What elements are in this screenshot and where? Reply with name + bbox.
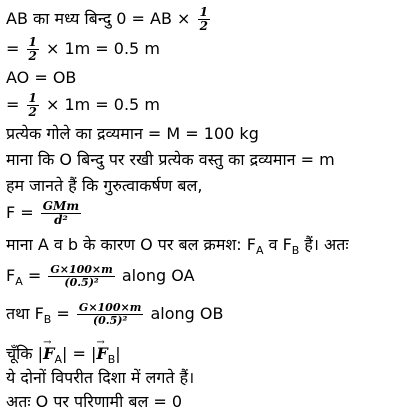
ao-equals-ob-text: AO = OB [6, 68, 77, 87]
forces-intro-text-b: व F [263, 235, 292, 254]
equals-sign: | = | [61, 344, 97, 363]
frac-denominator: (0.5)² [92, 314, 128, 327]
vector-f-a: → F [43, 344, 54, 364]
forces-intro-line [6, 235, 349, 261]
half-meter-result: × 1m = 0.5 m [45, 39, 160, 58]
half-fraction [27, 92, 39, 119]
direction-text: along OB [150, 304, 224, 323]
frac-denominator: 2 [199, 19, 208, 33]
frac-denominator: d² [54, 213, 68, 227]
direction-text: along OA [121, 266, 195, 285]
net-force-line [6, 392, 182, 412]
force-label: F = [6, 203, 34, 222]
gravity-formula-line [6, 200, 83, 227]
object-mass-text: माना कि O बिन्दु पर रखी प्रत्येक वस्तु का द्रव्यमान = m [6, 150, 335, 169]
frac-denominator: 2 [28, 105, 37, 119]
force-a-fraction [48, 264, 114, 289]
frac-numerator: G×100×m [50, 263, 113, 276]
equals-sign: = [51, 304, 70, 323]
opposite-direction-text: ये दोनों विपरीत दिशा में लगते हैं। [6, 368, 195, 387]
frac-denominator: (0.5)² [64, 276, 99, 289]
frac-numerator: GMm [42, 199, 80, 213]
force-label: F [6, 266, 16, 285]
ao-equals-ob-line [6, 68, 76, 88]
vector-f-b: → F [96, 344, 107, 364]
half-meter-line-1 [6, 36, 160, 63]
subscript-b: B [43, 313, 52, 327]
gravity-fraction [41, 200, 81, 227]
half-meter-line-2 [6, 92, 160, 119]
abs-bar: | [115, 344, 121, 363]
half-meter-result: × 1m = 0.5 m [45, 95, 160, 114]
half-fraction [27, 36, 39, 63]
object-mass-line [6, 150, 335, 170]
frac-denominator: 2 [28, 49, 37, 63]
subscript-b: B [107, 353, 116, 367]
equals-sign: = [22, 266, 42, 285]
force-b-line [6, 302, 223, 330]
subscript-a: A [54, 353, 62, 367]
midpoint-line [6, 6, 212, 33]
force-label: तथा F [6, 304, 44, 323]
subscript-a: A [15, 275, 23, 289]
opposite-direction-line [6, 368, 194, 388]
gravity-intro-line [6, 176, 202, 196]
gravity-intro-text: हम जानते हैं कि गुरुत्वाकर्षण बल, [6, 176, 203, 195]
net-force-text: अतः O पर परिणामी बल = 0 [6, 392, 183, 411]
subscript-b: B [291, 244, 300, 258]
since-text: चूँकि | [6, 344, 44, 363]
force-b-fraction [77, 302, 143, 327]
forces-intro-text-c: हैं। अतः [299, 235, 349, 254]
sphere-mass-text: प्रत्येक गोले का द्रव्यमान = M = 100 kg [6, 124, 259, 143]
frac-numerator: G×100×m [78, 301, 142, 314]
frac-numerator: 1 [28, 91, 37, 105]
frac-numerator: 1 [199, 5, 208, 19]
forces-intro-text-a: माना A व b के कारण O पर बल क्रमश: F [6, 235, 256, 254]
equal-magnitude-line [6, 344, 121, 370]
sphere-mass-line [6, 124, 259, 144]
subscript-a: A [255, 244, 264, 258]
equals-sign: = [6, 39, 20, 58]
frac-numerator: 1 [28, 35, 37, 49]
force-a-line [6, 264, 195, 292]
half-fraction [198, 6, 210, 33]
equals-sign: = [6, 95, 20, 114]
midpoint-text: AB का मध्य बिन्दु 0 = AB × [6, 9, 191, 28]
